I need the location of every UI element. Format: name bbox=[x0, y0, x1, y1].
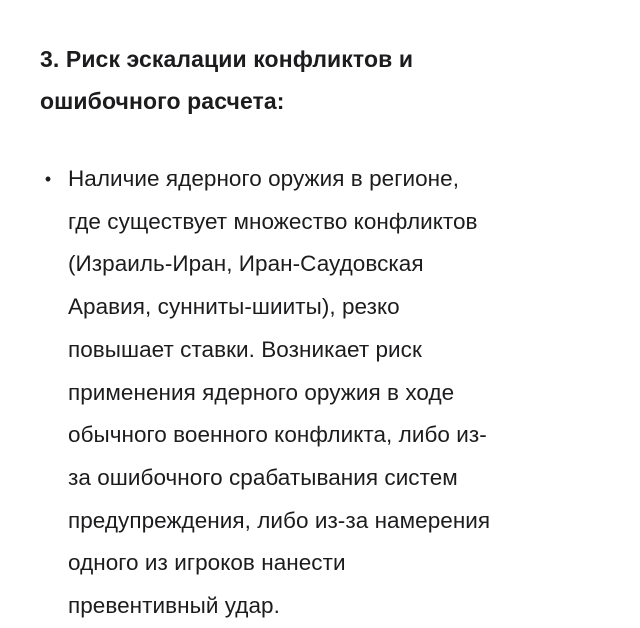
paragraph-line: превентивный удар. bbox=[68, 593, 280, 619]
section-heading bbox=[40, 38, 620, 122]
bullet-list bbox=[40, 158, 620, 628]
paragraph-line: (Израиль-Иран, Иран-Саудовская bbox=[68, 251, 424, 277]
bullet-marker: • bbox=[44, 169, 52, 189]
heading-line: 3. Риск эскалации конфликтов и bbox=[40, 46, 414, 72]
paragraph-line: повышает ставки. Возникает риск bbox=[68, 336, 422, 362]
paragraph-line: Аравия, сунниты-шииты), резко bbox=[68, 294, 400, 320]
paragraph-line: предупреждения, либо из-за намерения bbox=[68, 507, 491, 533]
list-item bbox=[40, 158, 620, 628]
paragraph-line: Наличие ядерного оружия в регионе, bbox=[68, 166, 460, 191]
paragraph-line: применения ядерного оружия в ходе bbox=[68, 379, 455, 405]
paragraph-line: за ошибочного срабатывания систем bbox=[68, 464, 458, 490]
document-content bbox=[40, 38, 620, 628]
paragraph-line: одного из игроков нанести bbox=[68, 550, 346, 576]
heading-line: ошибочного расчета: bbox=[40, 88, 285, 114]
paragraph-line: обычного военного конфликта, либо из- bbox=[68, 422, 487, 448]
paragraph-line: где существует множество конфликтов bbox=[68, 208, 478, 234]
